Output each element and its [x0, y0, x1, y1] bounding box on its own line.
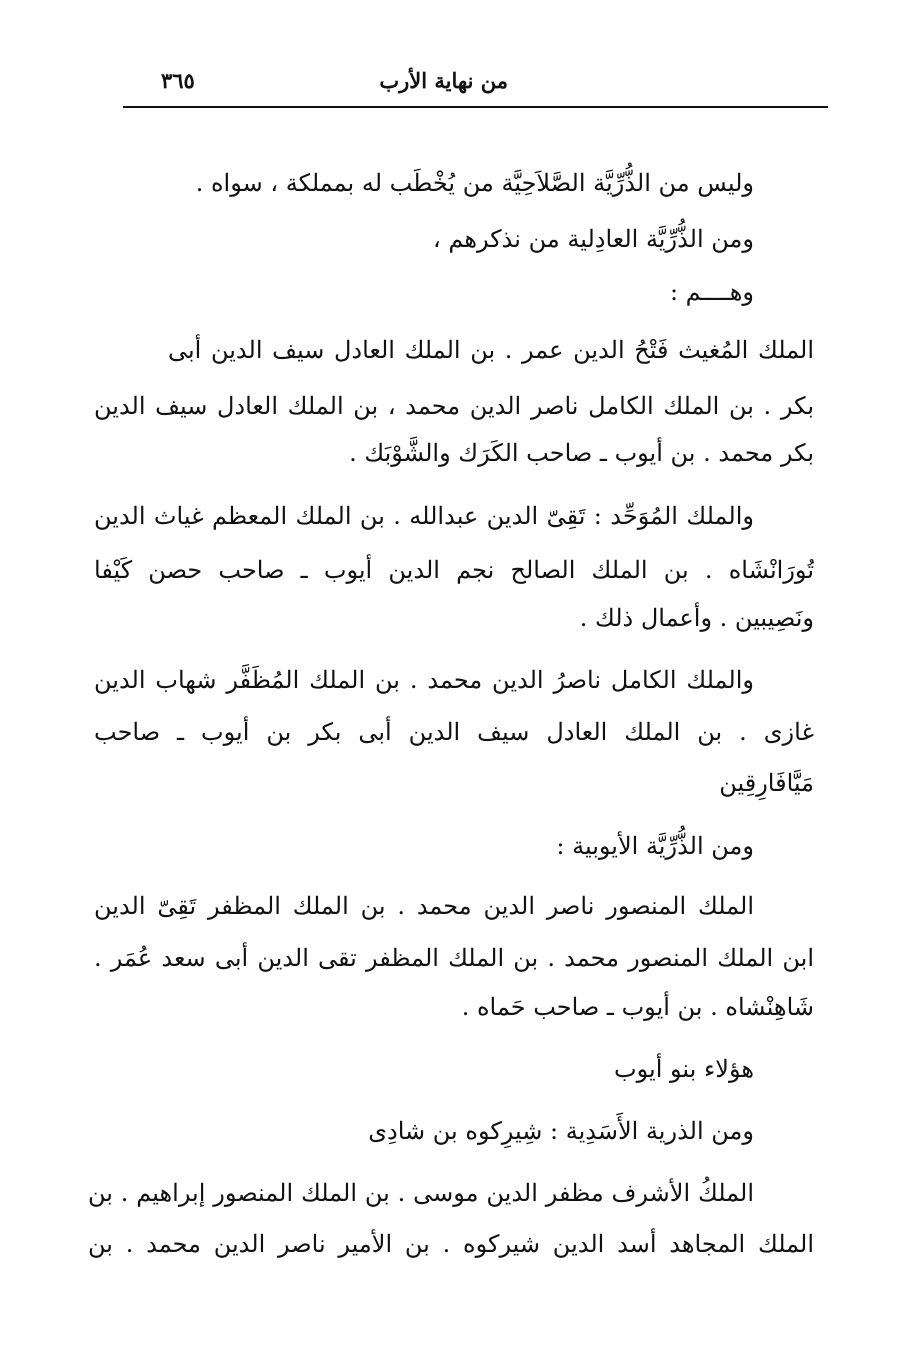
text-line: بكر محمد . بن أيوب ـ صاحب الكَرَك والشَّوْبَك .	[349, 439, 814, 467]
text-line: ابن الملك المنصور محمد . بن الملك المظفر تقى الدين أبى سعد عُمَر .	[94, 944, 814, 972]
running-title: من نهاية الأرب	[379, 68, 508, 93]
text-line: والملك الكامل ناصرُ الدين محمد . بن الملك المُظَفَّر شهاب الدين	[94, 666, 754, 694]
text-line: وهــــم :	[669, 278, 754, 306]
text-line: شَاهِنْشاه . بن أيوب ـ صاحب حَماه .	[461, 993, 814, 1021]
text-line: تُورَانْشَاه . بن الملك الصالح نجم الدين أيوب ـ صاحب حصن كَيْفا	[94, 556, 814, 584]
page-number: ٣٦٥	[161, 68, 195, 93]
page-header	[123, 60, 828, 104]
text-line: مَيَّافَارِقِين	[719, 769, 814, 797]
header-rule	[123, 106, 828, 108]
text-line: ومن الذُّرِّيَّة الأيوبية :	[556, 832, 754, 860]
text-line: الملك المنصور ناصر الدين محمد . بن الملك المظفر تَقِىّ الدين	[94, 892, 754, 920]
text-line: هؤلاء بنو أيوب	[614, 1055, 754, 1083]
text-line: الملكُ الأشرف مظفر الدين موسى . بن الملك المنصور إبراهيم . بن	[88, 1179, 754, 1207]
text-line: ومن الذرية الأَسَدِية : شِيرِكوه بن شادِى	[368, 1117, 754, 1145]
text-line: الملك المُغيث فَتْحُ الدين عمر . بن الملك العادل سيف الدين أبى	[168, 336, 814, 364]
text-line: الملك المجاهد أسد الدين شيركوه . بن الأمير ناصر الدين محمد . بن	[88, 1230, 814, 1258]
text-line: ونَصِيبين . وأعمال ذلك .	[579, 604, 814, 632]
text-line: والملك المُوَحِّد : تَقِىّ الدين عبدالله . بن الملك المعظم غياث الدين	[94, 502, 754, 530]
text-line: غازى . بن الملك العادل سيف الدين أبى بكر بن أيوب ـ صاحب	[94, 718, 814, 746]
text-line: وليس من الذُّرِّيَّة الصَّلاَحِيَّة من يُخْطَب له بمملكة ، سواه .	[195, 169, 754, 197]
text-line: بكر . بن الملك الكامل ناصر الدين محمد ، بن الملك العادل سيف الدين	[94, 392, 814, 420]
text-line: ومن الذُّرِّيَّة العادِلية من نذكرهم ،	[433, 225, 754, 253]
